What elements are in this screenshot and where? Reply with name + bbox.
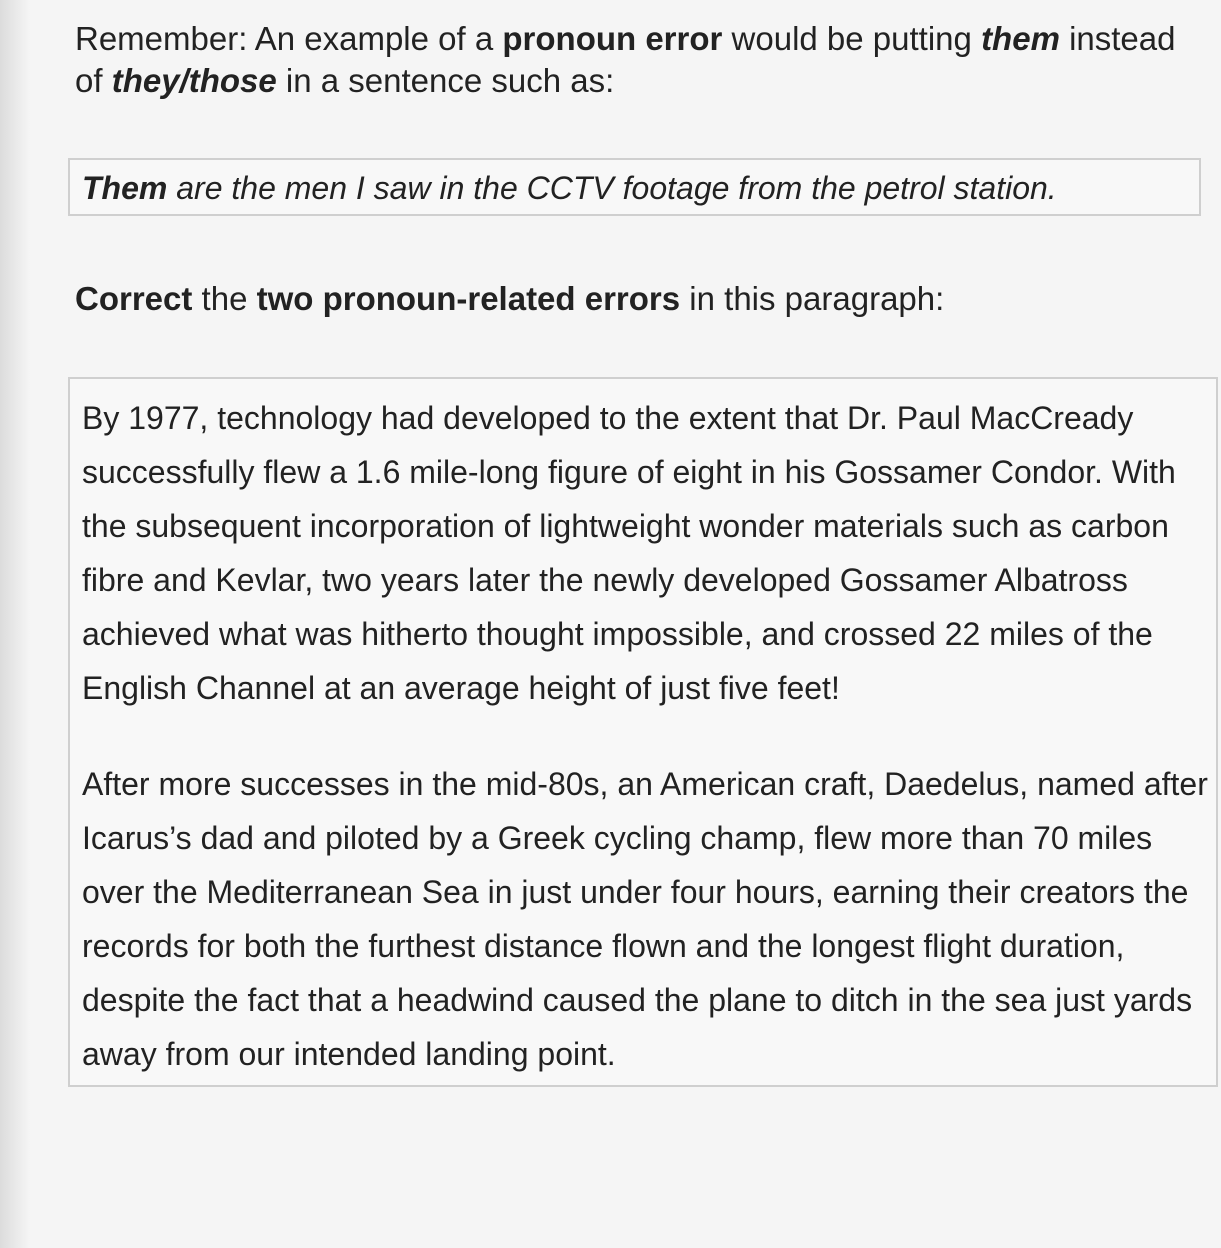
instruction-mid: the [192, 280, 257, 317]
reminder-text [75, 18, 1205, 102]
instruction-target: two pronoun-related errors [256, 280, 681, 317]
passage-paragraph-1[interactable]: By 1977, technology had developed to the extent that Dr. Paul MacCready successfully flew a 1.6 mile-long figure of eight in his Gossamer Condor. With the subsequent incorporation of lightweight wonder materials such as carbon fibre and Kevlar, two years later the newly developed Gossamer Albatross achieved what was hitherto thought impossible, and crossed 22 miles of the English Channel at an average height of just five feet! [82, 400, 1176, 706]
left-edge-shadow [0, 0, 30, 1248]
reminder-wrong-word: them [981, 20, 1060, 57]
instruction-text [75, 278, 1205, 320]
instruction-end: in this paragraph: [680, 280, 945, 317]
reminder-part3: instead of [75, 20, 1176, 99]
example-sentence-box [68, 158, 1201, 216]
reminder-term: pronoun error [502, 20, 723, 57]
reminder-right-words: they/those [111, 62, 277, 99]
instruction-verb: Correct [75, 280, 193, 317]
example-emphasis: Them [82, 170, 168, 206]
reminder-part2: would be putting [722, 20, 982, 57]
reminder-part4: in a sentence such as: [276, 62, 615, 99]
passage-paragraph-2[interactable]: After more successes in the mid-80s, an American craft, Daedelus, named after Icarus’s dad and piloted by a Greek cycling champ, flew more than 70 miles over the Mediterranean Sea in just under four hours, earning their creators the records for both the furthest distance flown and the longest flight duration, despite the fact that a headwind caused the plane to ditch in the sea just yards away from our intended landing point. [82, 766, 1208, 1072]
example-rest: are the men I saw in the CCTV footage from the petrol station. [167, 170, 1057, 206]
main-content [30, 0, 1221, 1248]
reminder-part1: Remember: An example of a [75, 20, 503, 57]
passage-editor-box[interactable] [68, 377, 1218, 1087]
